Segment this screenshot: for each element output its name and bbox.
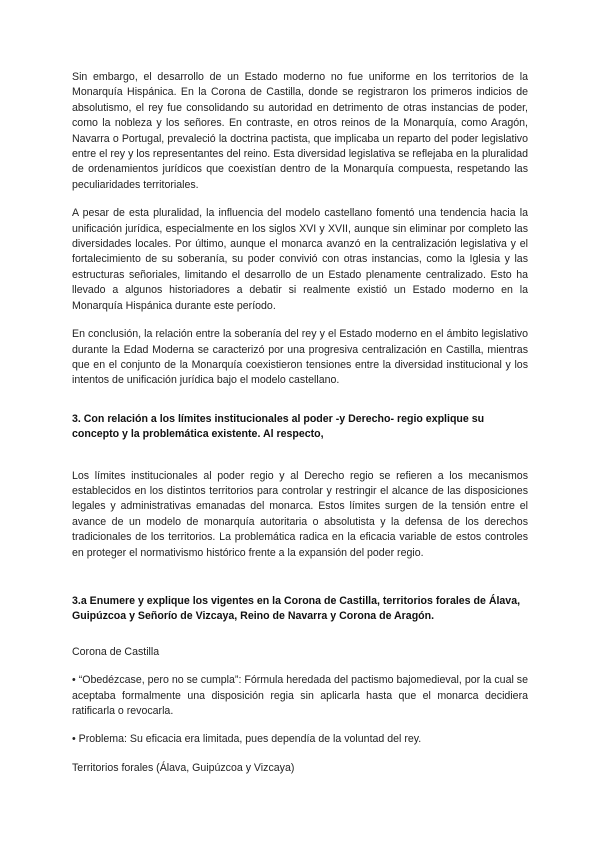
paragraph-unification: A pesar de esta pluralidad, la influencia del modelo castellano fomentó una tendencia hacia la unificación jurídica, especialmente en los siglos XVI y XVII, aunque sin eliminar por completo las diversidades locales. Por último, aunque el monarca avanzó en la centralización legislativa y el fortalecimiento de su soberanía, su poder convivió con otras instancias, como la Iglesia y las estructuras señoriales, limitando el desarrollo de un Estado plenamente centralizado. Esto ha llevado a algunos historiadores a debatir si realmente existió un Estado moderno en la Monarquía Hispánica durante este período. xyxy=(72,207,528,312)
spacer xyxy=(72,574,528,594)
bullet-obedezcase: • “Obedézcase, pero no se cumpla”: Fórmula heredada del pactismo bajomedieval, por la cual se aceptaba formalmente una disposición regia sin aplicarla hasta que el monarca decidiera ratificarla o revocarla. xyxy=(72,674,528,717)
paragraph-conclusion: En conclusión, la relación entre la soberanía del rey y el Estado moderno en el ámbito legislativo durante la Edad Moderna se caracterizó por una progresiva centralización en Castilla, mientras que en el conjunto de la Monarquía coexistieron tensiones entre la diversidad institucional y los intentos de unificación jurídica bajo el modelo castellano. xyxy=(72,328,528,387)
bullet-problema: • Problema: Su eficacia era limitada, pues dependía de la voluntad del rey. xyxy=(72,733,422,746)
paragraph-intro: Sin embargo, el desarrollo de un Estado moderno no fue uniforme en los territorios de la Monarquía Hispánica. En la Corona de Castilla, donde se registraron los primeros indicios de absolutismo, el rey fue consolidando su autoridad en detrimento de otras instancias de poder, como la nobleza y los señores. En contraste, en otros reinos de la Monarquía, como Aragón, Navarra o Portugal, prevaleció la doctrina pactista, que implicaba un reparto del poder legislativo entre el rey y los representantes del reino. Esta diversidad legislativa se reflejaba en la pluralidad de ordenamientos jurídicos que coexistían dentro de la Monarquía compuesta, respetando las peculiaridades territoriales. xyxy=(72,71,528,191)
section-3-heading: 3. Con relación a los límites institucionales al poder -y Derecho- regio explique su concepto y la problemática existente. Al respecto, xyxy=(72,412,485,441)
corona-castilla-title: Corona de Castilla xyxy=(72,645,160,658)
territorios-forales-title: Territorios forales (Álava, Guipúzcoa y Vizcaya) xyxy=(72,761,295,774)
spacer xyxy=(72,625,528,645)
section-3-body: Los límites institucionales al poder regio y al Derecho regio se refieren a los mecanismos establecidos en los distintos territorios para controlar y restringir el alcance de las disposiciones legales y administrativas emanadas del monarca. Estos límites surgen de la tensión entre el avance de un modelo de monarquía autoritaria o absolutista y la defensa de los derechos tradicionales de los territorios. La problemática radica en la eficacia variable de estos controles en proteger el normativismo histórico frente a la expansión del poder regio. xyxy=(72,469,528,559)
document-page xyxy=(72,70,528,789)
spacer xyxy=(72,443,528,469)
section-3a-heading: 3.a Enumere y explique los vigentes en la Corona de Castilla, territorios forales de Álava, Guipúzcoa y Señorío de Vizcaya, Reino de Navarra y Corona de Aragón. xyxy=(72,594,521,623)
spacer xyxy=(72,402,528,412)
